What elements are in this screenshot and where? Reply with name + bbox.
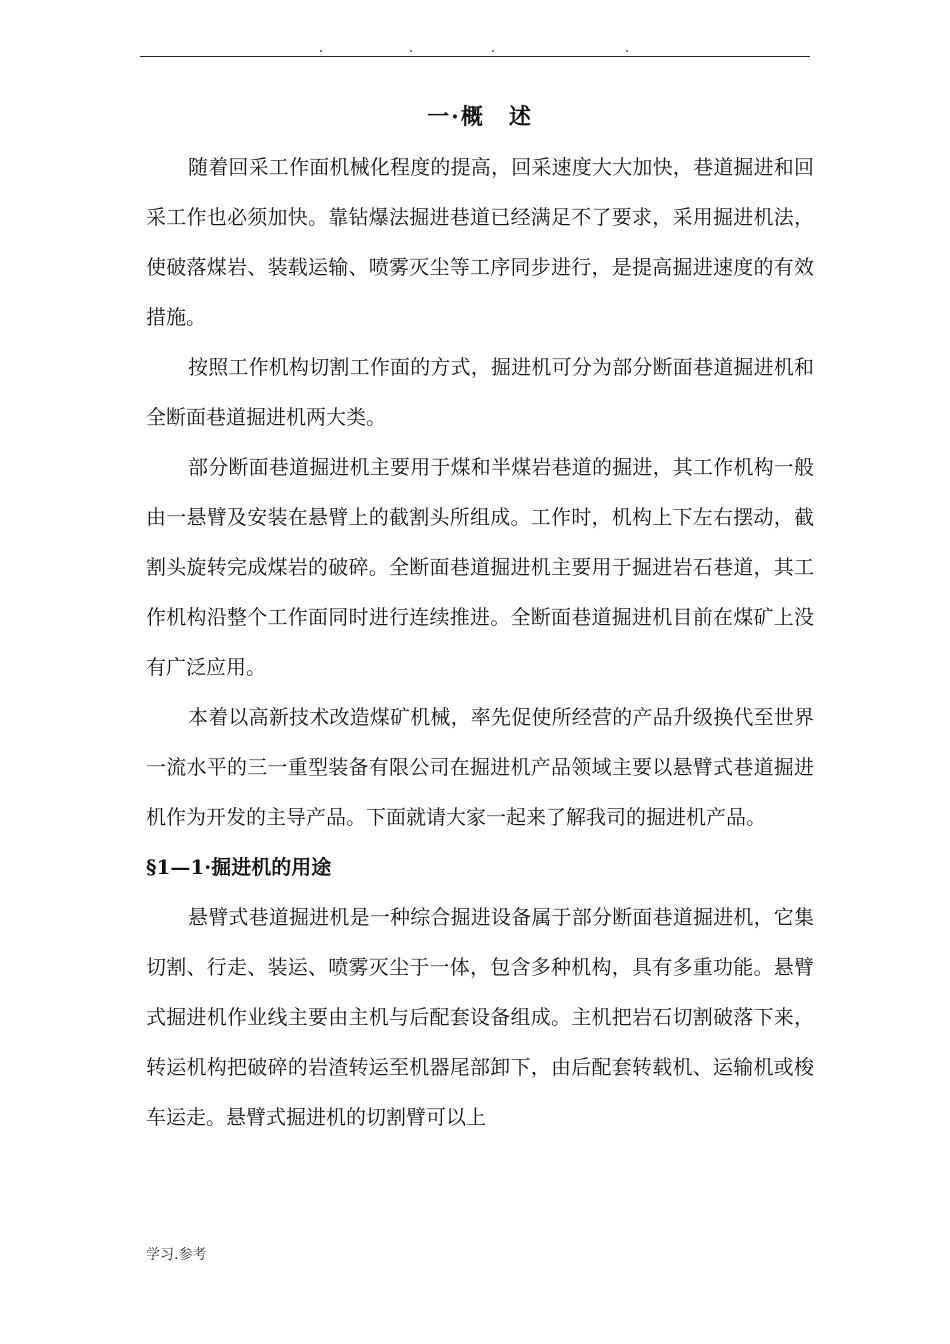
section-heading: §1—1·掘进机的用途 <box>146 855 332 879</box>
page-title: 一·概 述 <box>427 104 533 130</box>
header-dots <box>140 44 810 54</box>
document-body <box>146 92 814 1142</box>
header-dot <box>492 50 494 52</box>
paragraph: 本着以高新技术改造煤矿机械，率先促使所经营的产品升级换代至世界一流水平的三一重型装备有限公司在掘进机产品领域主要以悬臂式巷道掘进机作为开发的主导产品。下面就请大家一起来了解我司的掘进机产品。 <box>146 705 814 829</box>
page-footer: 学习.参考 <box>146 1247 207 1263</box>
header-dot <box>320 50 322 52</box>
paragraph: 部分断面巷道掘进机主要用于煤和半煤岩巷道的掘进，其工作机构一般由一悬臂及安装在悬臂上的截割头所组成。工作时，机构上下左右摆动，截割头旋转完成煤岩的破碎。全断面巷道掘进机主要用于掘进岩石巷道，其工作机构沿整个工作面同时进行连续推进。全断面巷道掘进机目前在煤矿上没有广泛应用。 <box>146 455 814 679</box>
paragraph: 随着回采工作面机械化程度的提高，回采速度大大加快，巷道掘进和回采工作也必须加快。靠钻爆法掘进巷道已经满足不了要求，采用掘进机法，使破落煤岩、装载运输、喷雾灭尘等工序同步进行，是提高掘进速度的有效措施。 <box>146 155 814 329</box>
header-dot <box>410 50 412 52</box>
header-dot <box>626 50 628 52</box>
header-rule <box>140 56 810 57</box>
paragraph: 按照工作机构切割工作面的方式，掘进机可分为部分断面巷道掘进机和全断面巷道掘进机两大类。 <box>146 355 814 429</box>
paragraph: 悬臂式巷道掘进机是一种综合掘进设备属于部分断面巷道掘进机，它集切割、行走、装运、喷雾灭尘于一体，包含多种机构，具有多重功能。悬臂式掘进机作业线主要由主机与后配套设备组成。主机把岩石切割破落下来，转运机构把破碎的岩渣转运至机器尾部卸下，由后配套转载机、运输机或梭车运走。悬臂式掘进机的切割臂可以上 <box>146 905 814 1129</box>
